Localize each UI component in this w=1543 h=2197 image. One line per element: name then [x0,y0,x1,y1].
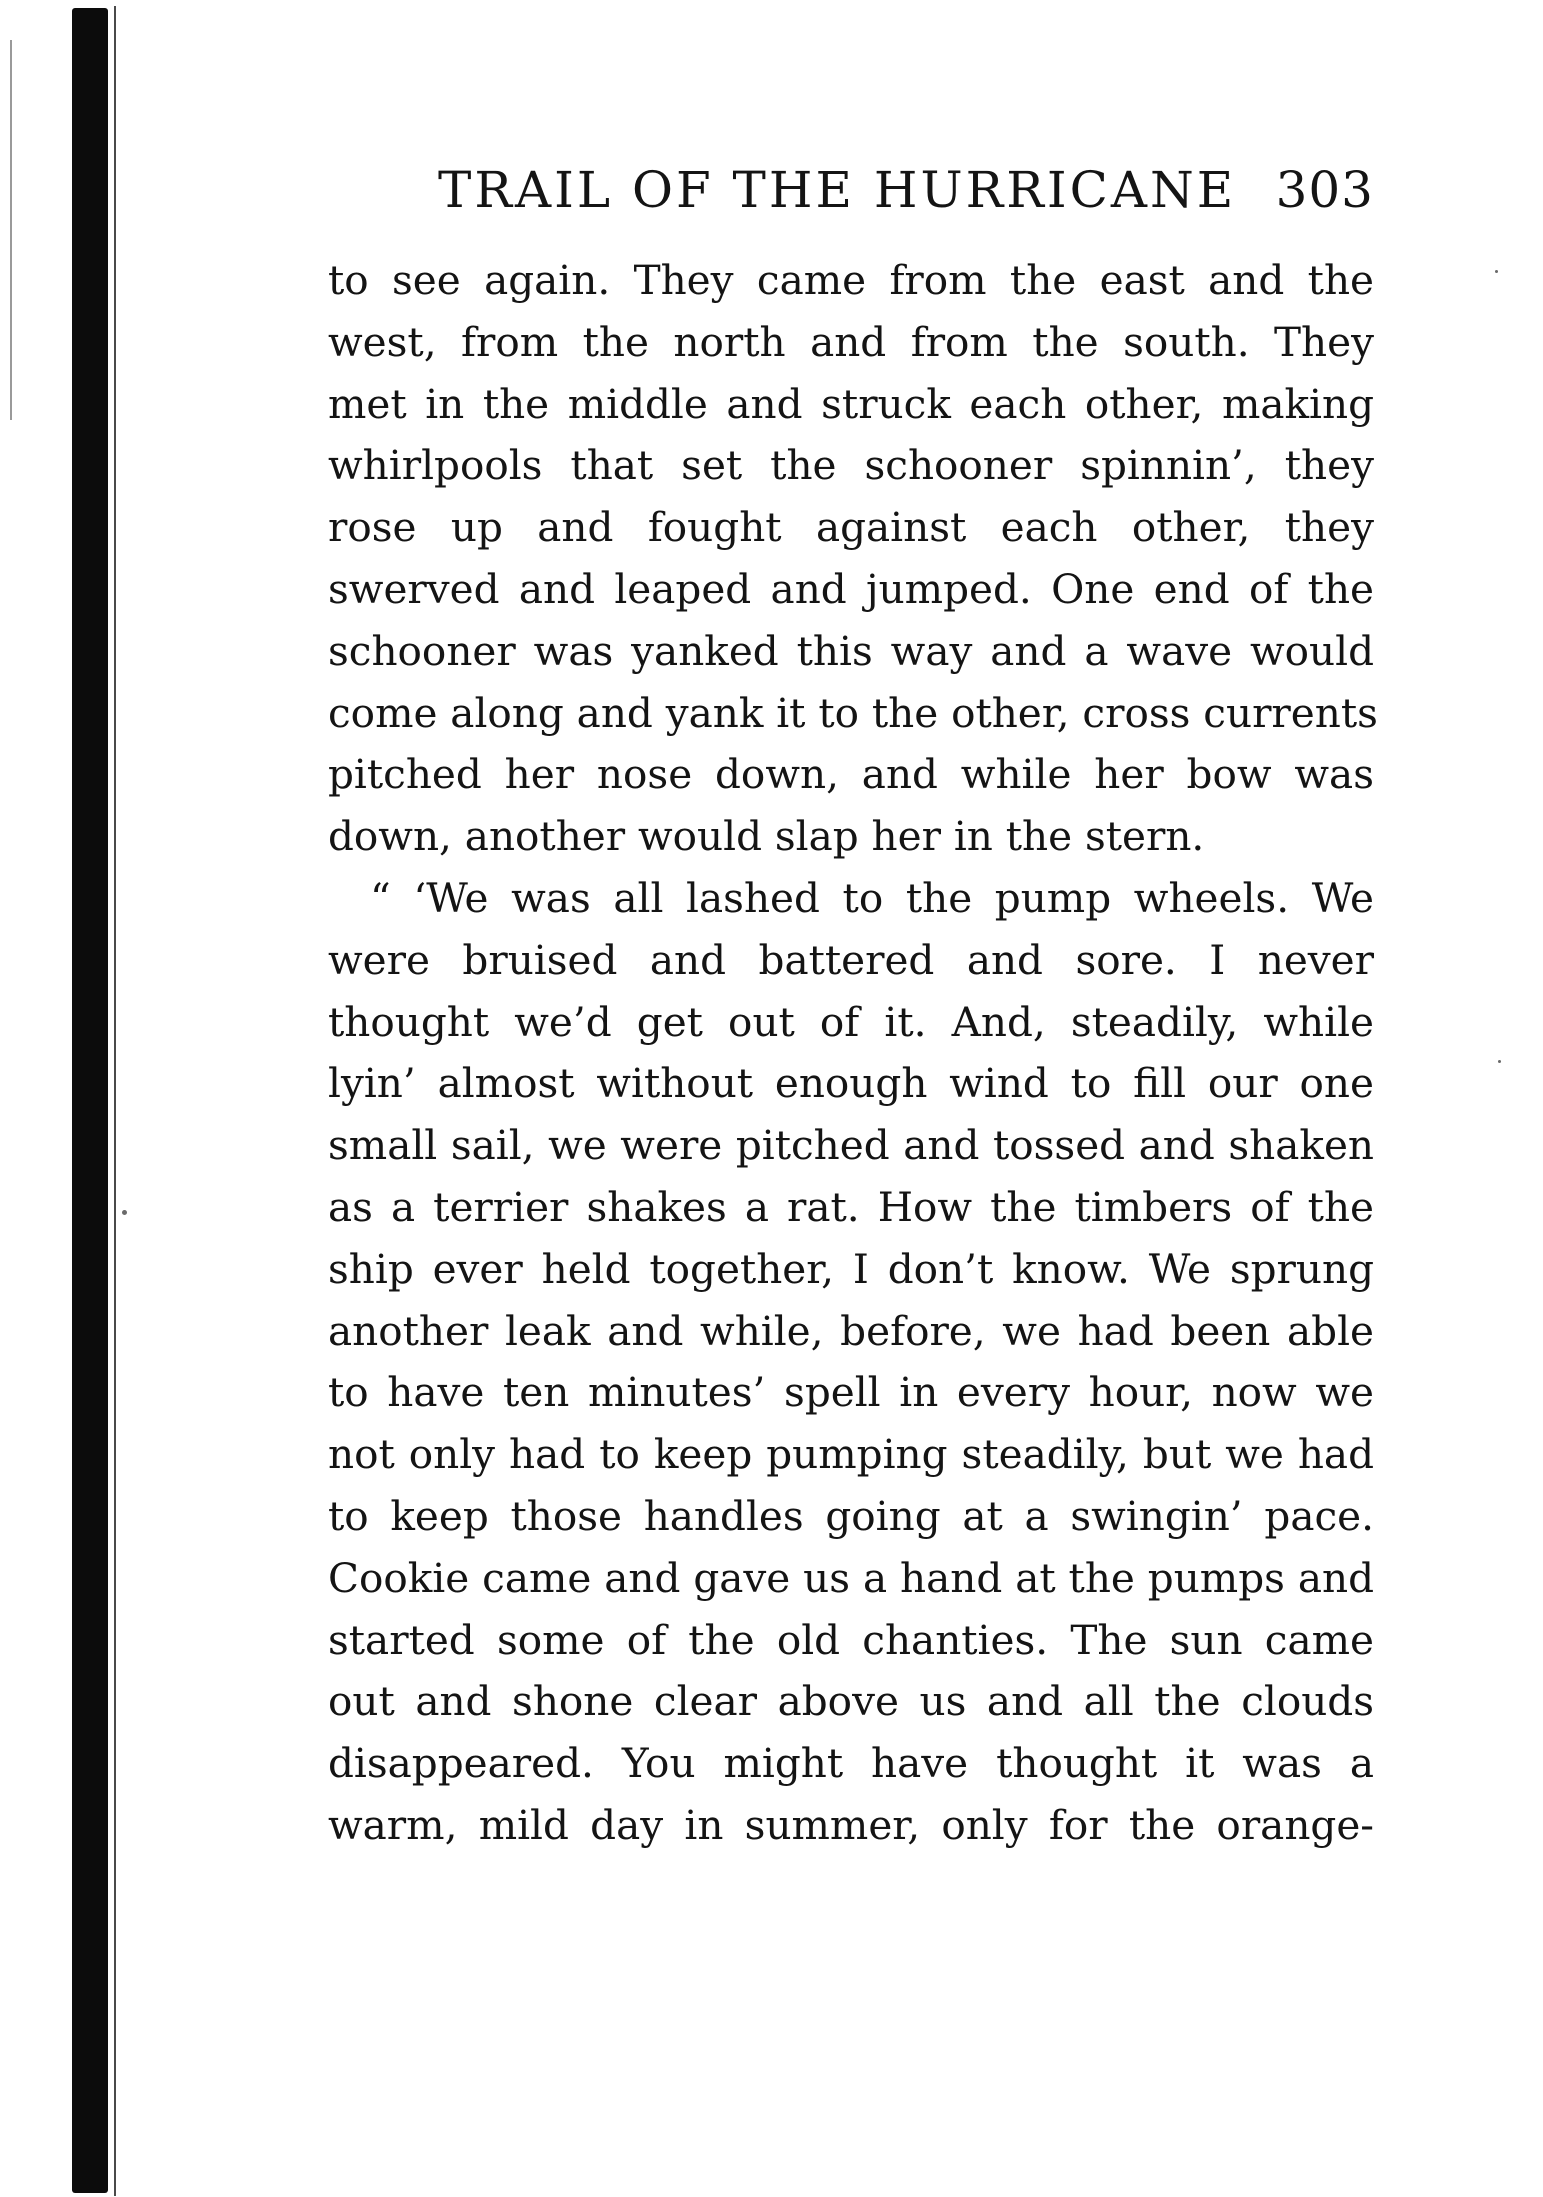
text-line: warm, mild day in summer, only for the orange- [328,1800,1374,1849]
print-speck [1498,1060,1501,1063]
text-line: thought we’d get out of it. And, steadily, while [328,997,1374,1046]
text-line: to see again. They came from the east and the [328,256,1374,304]
text-line: met in the middle and struck each other, making [328,379,1374,428]
text-line: rose up and fought against each other, they [328,503,1374,552]
text-line: out and shone clear above us and all the clouds [328,1677,1374,1726]
text-line: were bruised and battered and sore. I never [328,935,1374,984]
text-line: small sail, we were pitched and tossed and shaken [328,1121,1374,1170]
text-line: pitched her nose down, and while her bow was [328,750,1374,799]
text-line: to have ten minutes’ spell in every hour, now we [328,1368,1374,1417]
page-edge-line [10,40,12,420]
text-line: “ ‘We was all lashed to the pump wheels. We [370,873,1374,922]
text-line: Cookie came and gave us a hand at the pumps and [328,1553,1374,1602]
text-line: whirlpools that set the schooner spinnin’, they [328,441,1374,490]
text-line: another leak and while, before, we had been able [328,1306,1374,1355]
text-line: as a terrier shakes a rat. How the timbers of the [328,1182,1374,1231]
text-line: swerved and leaped and jumped. One end of the [328,564,1374,613]
body-text [328,250,1378,1857]
binding-shadow [72,8,108,2193]
text-line: lyin’ almost without enough wind to fill our one [328,1059,1374,1108]
text-line: down, another would slap her in the stern. [328,812,1205,861]
running-head-title: TRAIL OF THE HURRICANE [438,161,1237,219]
text-line: west, from the north and from the south. They [328,317,1374,366]
running-head [438,158,1374,222]
text-line: ship ever held together, I don’t know. We sprung [328,1244,1374,1293]
page-number: 303 [1275,161,1374,219]
print-speck [122,1210,127,1215]
text-line: started some of the old chanties. The sun came [328,1615,1374,1664]
binding-edge-line [114,6,116,2196]
text-line: come along and yank it to the other, cross currents [328,688,1378,737]
text-line: schooner was yanked this way and a wave would [328,626,1374,675]
text-line: disappeared. You might have thought it was a [328,1739,1374,1788]
print-speck [1495,270,1498,273]
text-line: not only had to keep pumping steadily, but we had [328,1430,1374,1479]
text-line: to keep those handles going at a swingin’ pace. [328,1491,1374,1540]
